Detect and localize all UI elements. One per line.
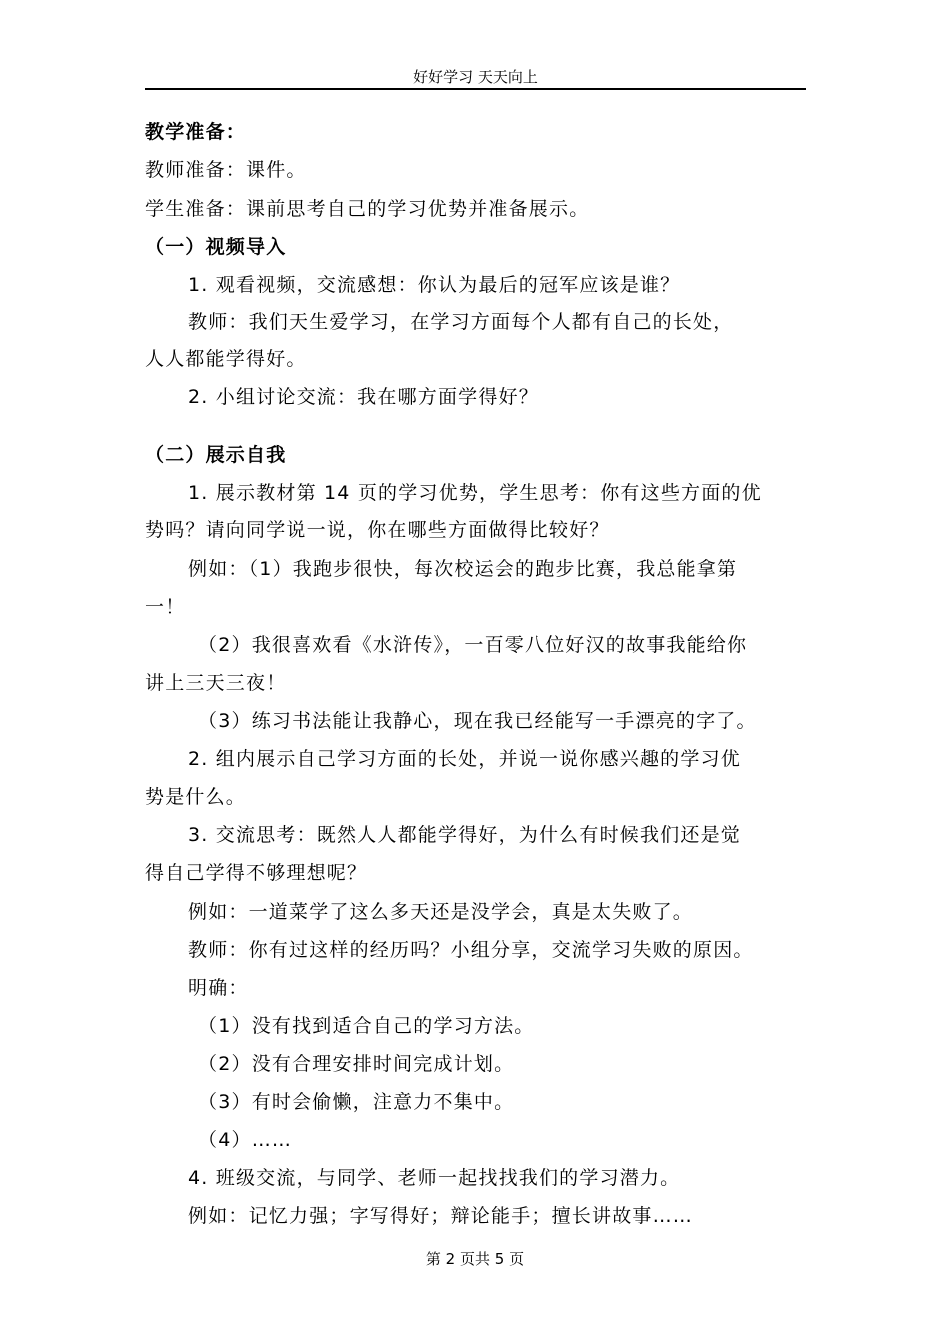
paragraph-line: 讲上三天三夜！ bbox=[145, 672, 287, 694]
section-heading-video: （一）视频导入 bbox=[145, 236, 287, 258]
section-heading-preparation: 教学准备： bbox=[145, 121, 247, 143]
paragraph-line: 4. 班级交流，与同学、老师一起找找我们的学习潜力。 bbox=[188, 1167, 681, 1189]
paragraph-line: 3. 交流思考：既然人人都能学得好，为什么有时候我们还是觉 bbox=[188, 824, 741, 846]
paragraph-line: 明确： bbox=[188, 977, 249, 999]
paragraph-line: 教师：你有过这样的经历吗？小组分享，交流学习失败的原因。 bbox=[188, 939, 754, 961]
paragraph-line: （3）练习书法能让我静心，现在我已经能写一手漂亮的字了。 bbox=[198, 710, 757, 732]
paragraph-line: 1. 展示教材第 14 页的学习优势，学生思考：你有这些方面的优 bbox=[188, 482, 762, 504]
paragraph-line: 势是什么。 bbox=[145, 786, 247, 808]
paragraph-line: 得自己学得不够理想呢？ bbox=[145, 862, 368, 884]
paragraph-line: 教师：我们天生爱学习，在学习方面每个人都有自己的长处， bbox=[188, 311, 734, 333]
header-divider bbox=[145, 88, 806, 90]
paragraph-line: 一！ bbox=[145, 596, 186, 618]
paragraph-line: 教师准备：课件。 bbox=[145, 159, 307, 181]
paragraph-line: 例如：记忆力强；字写得好；辩论能手；擅长讲故事…… bbox=[188, 1205, 694, 1227]
page-header: 好好学习 天天向上 bbox=[413, 68, 538, 86]
paragraph-line: 1. 观看视频，交流感想：你认为最后的冠军应该是谁？ bbox=[188, 274, 681, 296]
paragraph-line: 例如：（1）我跑步很快，每次校运会的跑步比赛，我总能拿第 bbox=[188, 558, 738, 580]
paragraph-line: 势吗？请向同学说一说，你在哪些方面做得比较好？ bbox=[145, 519, 610, 541]
section-heading-showcase: （二）展示自我 bbox=[145, 444, 287, 466]
paragraph-line: （4）…… bbox=[198, 1129, 293, 1151]
paragraph-line: （1）没有找到适合自己的学习方法。 bbox=[198, 1015, 535, 1037]
paragraph-line: 人人都能学得好。 bbox=[145, 348, 307, 370]
page-footer: 第 2 页共 5 页 bbox=[425, 1250, 525, 1268]
paragraph-line: （2）没有合理安排时间完成计划。 bbox=[198, 1053, 515, 1075]
paragraph-line: 2. 组内展示自己学习方面的长处，并说一说你感兴趣的学习优 bbox=[188, 748, 741, 770]
paragraph-line: （2）我很喜欢看《水浒传》，一百零八位好汉的故事我能给你 bbox=[198, 634, 748, 656]
paragraph-line: 2. 小组讨论交流：我在哪方面学得好？ bbox=[188, 386, 539, 408]
paragraph-line: 学生准备：课前思考自己的学习优势并准备展示。 bbox=[145, 198, 590, 220]
paragraph-line: 例如：一道菜学了这么多天还是没学会，真是太失败了。 bbox=[188, 901, 694, 923]
paragraph-line: （3）有时会偷懒，注意力不集中。 bbox=[198, 1091, 515, 1113]
